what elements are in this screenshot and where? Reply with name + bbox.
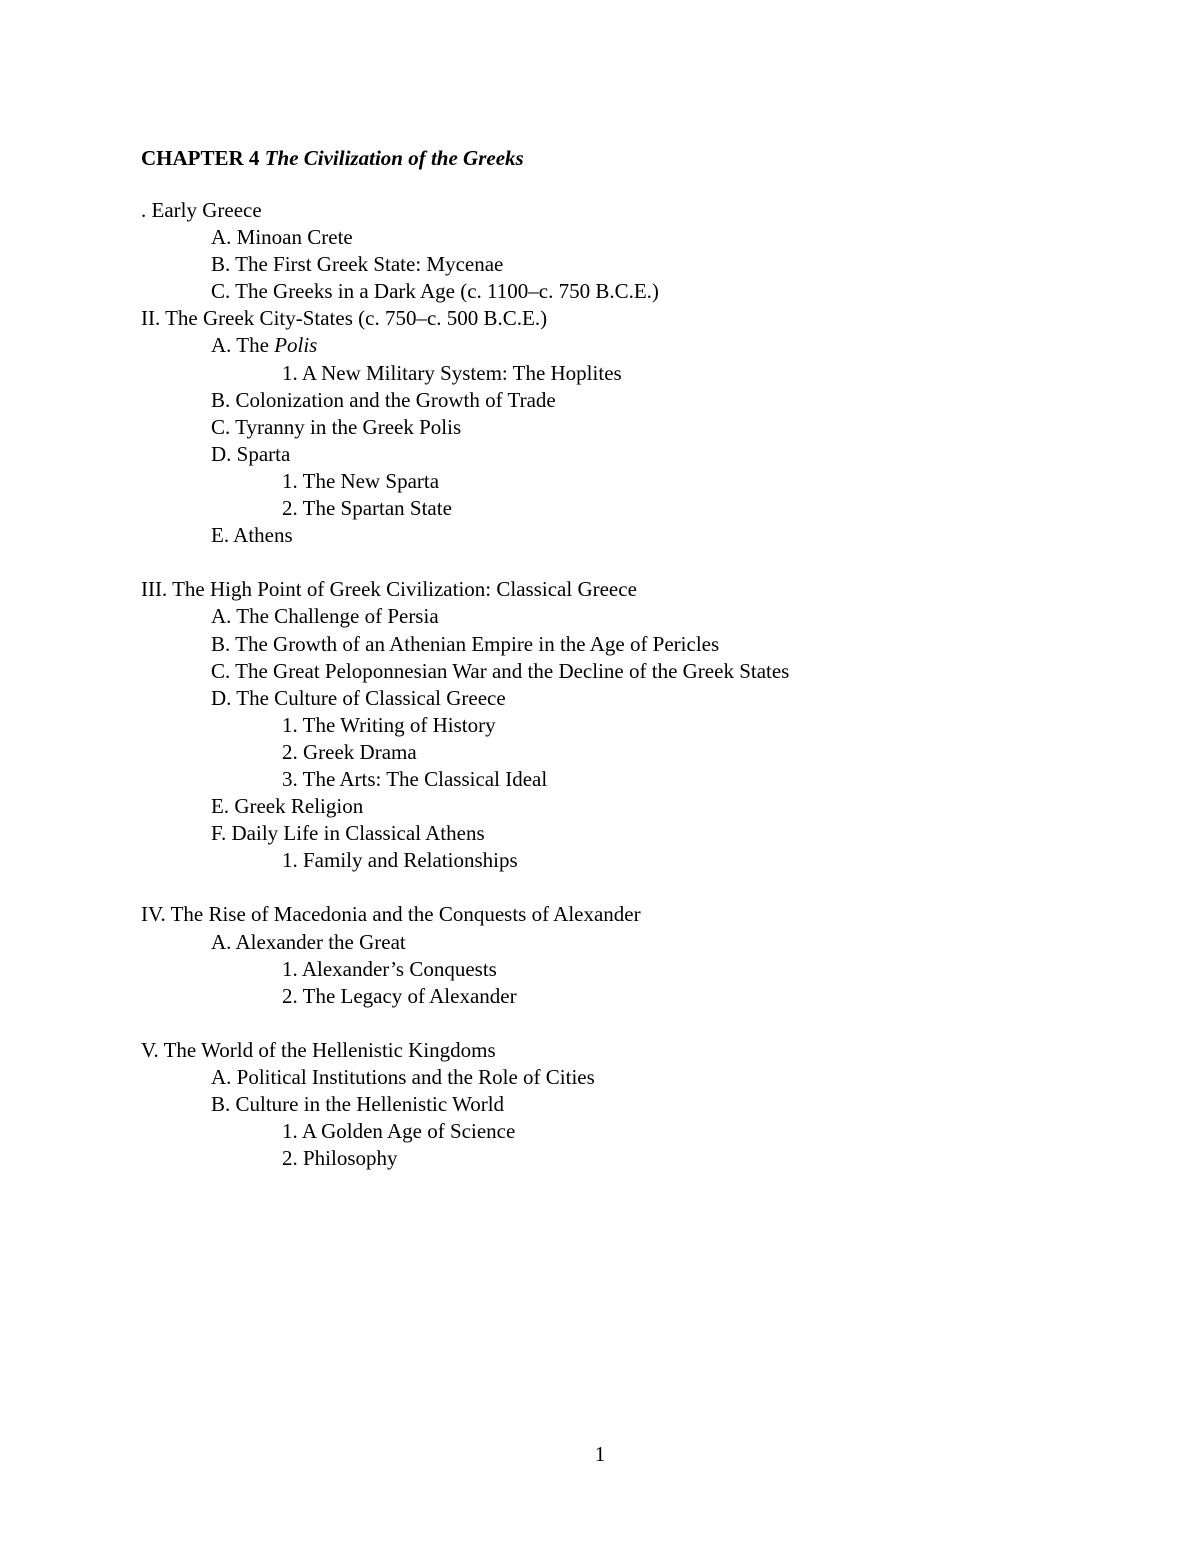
outline-subtopic: A. Alexander the Great [211, 929, 406, 954]
outline-section-heading: V. The World of the Hellenistic Kingdoms [141, 1037, 496, 1062]
outline-point: 3. The Arts: The Classical Ideal [282, 766, 548, 791]
outline-point: 1. The New Sparta [282, 468, 440, 493]
outline-subtopic: E. Athens [211, 523, 293, 548]
outline-section-heading: . Early Greece [141, 198, 262, 222]
outline-subtopic: E. Greek Religion [211, 794, 364, 819]
outline-section-heading: IV. The Rise of Macedonia and the Conquests of Alexander [141, 902, 641, 927]
outline-subtopic: C. The Great Peloponnesian War and the Decline of the Greek States [211, 658, 790, 683]
blank-line [141, 1010, 1121, 1037]
outline-subtopic: A. The Challenge of Persia [211, 604, 439, 629]
subtopic-prefix: A. The [211, 333, 269, 358]
outline-subtopic: B. The Growth of an Athenian Empire in the Age of Pericles [211, 631, 720, 656]
outline-subtopic: F. Daily Life in Classical Athens [211, 821, 485, 846]
chapter-heading [141, 144, 524, 172]
outline-point: 2. The Legacy of Alexander [282, 983, 517, 1008]
outline-point: 1. A Golden Age of Science [282, 1119, 516, 1144]
outline-section-heading: III. The High Point of Greek Civilization: Classical Greece [141, 577, 637, 602]
outline-subtopic: D. The Culture of Classical Greece [211, 685, 506, 710]
blank-line [141, 549, 1121, 576]
outline-subtopic: D. Sparta [211, 441, 291, 466]
outline-subtopic: B. The First Greek State: Mycenae [211, 252, 504, 277]
outline-subtopic: B. Culture in the Hellenistic World [211, 1092, 505, 1117]
outline-subtopic [141, 332, 1121, 359]
chapter-title: The Civilization of the Greeks [264, 146, 524, 170]
outline-point: 1. Alexander’s Conquests [282, 956, 497, 981]
outline-point: 2. Philosophy [282, 1146, 398, 1171]
outline-point: 1. A New Military System: The Hoplites [282, 360, 622, 385]
outline-subtopic: A. Minoan Crete [211, 225, 353, 250]
outline-section-heading: II. The Greek City-States (c. 750–c. 500 B.C.E.) [141, 306, 548, 331]
outline-subtopic: C. Tyranny in the Greek Polis [211, 414, 462, 439]
outline-point: 2. The Spartan State [282, 496, 452, 521]
outline-subtopic: C. The Greeks in a Dark Age (c. 1100–c. 750 B.C.E.) [211, 279, 659, 304]
blank-line [141, 874, 1121, 901]
outline-subtopic: B. Colonization and the Growth of Trade [211, 387, 556, 412]
outline-point: 1. Family and Relationships [282, 848, 518, 873]
chapter-outline [141, 197, 1121, 1172]
subtopic-italic-term: Polis [274, 333, 318, 358]
outline-subtopic: A. Political Institutions and the Role of Cities [211, 1065, 595, 1089]
chapter-label: CHAPTER 4 [141, 146, 260, 170]
page-number: 1 [594, 1442, 606, 1466]
outline-point: 1. The Writing of History [282, 712, 496, 737]
outline-point: 2. Greek Drama [282, 739, 417, 764]
